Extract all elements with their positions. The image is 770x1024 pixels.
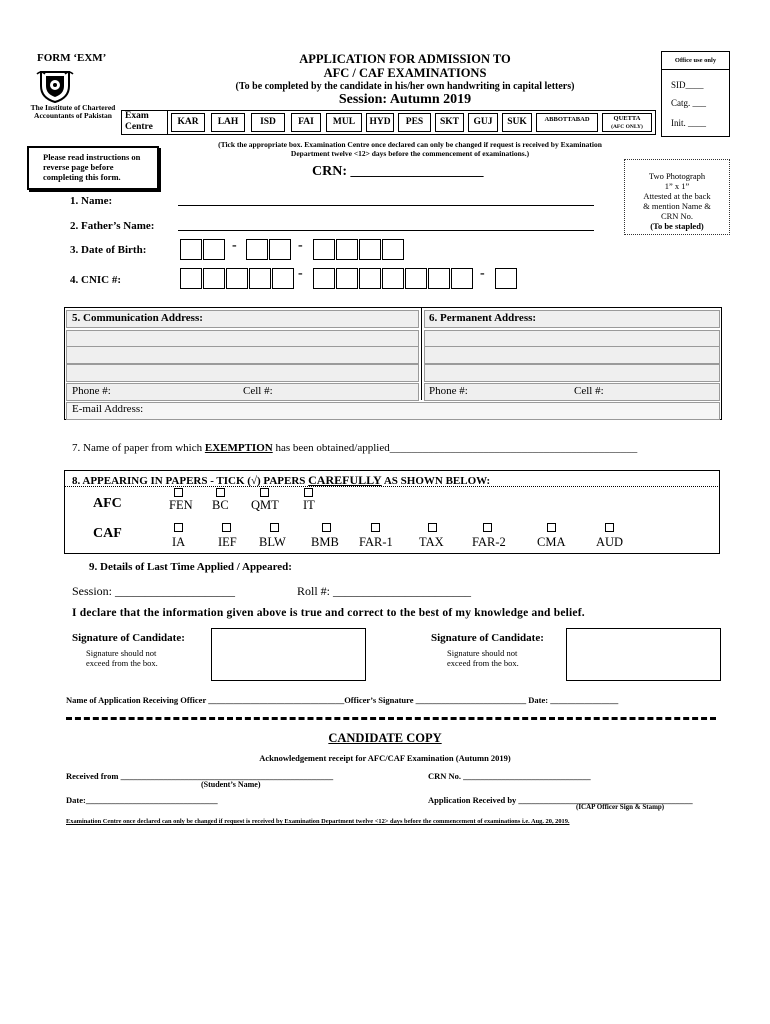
dob-cell[interactable] xyxy=(382,239,404,260)
afc-fen-label: FEN xyxy=(169,498,193,512)
centre-quetta-note: (AFC ONLY) xyxy=(611,124,643,130)
caf-far1-label: FAR-1 xyxy=(359,535,393,549)
centre-abbottabad[interactable]: ABBOTTABAD xyxy=(536,113,598,132)
centre-mul[interactable]: MUL xyxy=(326,113,362,132)
signature-box-1[interactable] xyxy=(211,628,366,681)
centre-guj[interactable]: GUJ xyxy=(468,113,498,132)
address-divider xyxy=(421,307,422,400)
candidate-copy-title: CANDIDATE COPY xyxy=(328,731,442,745)
exemption-line[interactable] xyxy=(72,442,637,454)
perm-address-row[interactable] xyxy=(424,364,720,382)
centre-pes[interactable]: PES xyxy=(398,113,431,132)
instructions-box xyxy=(27,146,159,190)
centre-fai[interactable]: FAI xyxy=(291,113,321,132)
cnic-cell[interactable] xyxy=(336,268,358,289)
cnic-cell[interactable] xyxy=(495,268,517,289)
caf-far1-checkbox[interactable] xyxy=(371,523,380,532)
cnic-dash: - xyxy=(480,266,485,281)
centre-skt[interactable]: SKT xyxy=(435,113,464,132)
cnic-cell[interactable] xyxy=(382,268,404,289)
afc-it-label: IT xyxy=(303,498,315,512)
afc-it-checkbox[interactable] xyxy=(304,488,313,497)
photo-box xyxy=(624,159,730,235)
cut-line xyxy=(66,717,716,720)
instructions-text: Please read instructions on reverse page before completing this form. xyxy=(43,152,141,182)
cnic-cell[interactable] xyxy=(180,268,202,289)
office-use-box xyxy=(661,51,730,137)
caf-bmb-label: BMB xyxy=(311,535,339,549)
caf-blw-label: BLW xyxy=(259,535,286,549)
office-catg: Catg. ___ xyxy=(671,98,706,108)
comm-address-title: 5. Communication Address: xyxy=(72,312,203,324)
photo-line3: Attested at the back xyxy=(643,191,711,201)
cnic-cell[interactable] xyxy=(313,268,335,289)
father-name-label: 2. Father’s Name: xyxy=(70,220,155,232)
dob-cell[interactable] xyxy=(336,239,358,260)
caf-bmb-checkbox[interactable] xyxy=(322,523,331,532)
exemption-prefix: 7. Name of paper from which xyxy=(72,442,205,454)
cnic-cell[interactable] xyxy=(451,268,473,289)
institute-name: The Institute of Chartered Accountants of Pakistan xyxy=(30,103,116,120)
caf-blw-checkbox[interactable] xyxy=(270,523,279,532)
declaration: I declare that the information given above is true and correct to the best of my knowledge and belief. xyxy=(72,607,585,619)
centre-hyd[interactable]: HYD xyxy=(366,113,394,132)
cnic-label: 4. CNIC #: xyxy=(70,274,122,286)
exam-centre-label-box xyxy=(121,110,168,135)
papers-title: 8. APPEARING IN PAPERS - TICK (√) PAPERS CAREFULLY AS SHOWN BELOW: xyxy=(72,473,491,487)
afc-qmt-label: QMT xyxy=(251,498,279,512)
comm-address-row[interactable] xyxy=(66,346,419,364)
icap-sign-caption: (ICAP Officer Sign & Stamp) xyxy=(576,803,665,811)
caf-far2-checkbox[interactable] xyxy=(483,523,492,532)
footer-note: Examination Centre once declared can only be changed if request is received by Examination Department twelve <12> days before the commencement of examinations i.e. Aug. 20, 2019. xyxy=(66,818,570,825)
caf-ief-label: IEF xyxy=(218,535,237,549)
form-title-line2: AFC / CAF EXAMINATIONS xyxy=(323,66,487,80)
students-name-caption: (Student’s Name) xyxy=(201,780,261,789)
comm-address-row[interactable] xyxy=(66,364,419,382)
cnic-cell[interactable] xyxy=(359,268,381,289)
afc-qmt-checkbox[interactable] xyxy=(260,488,269,497)
cnic-cell[interactable] xyxy=(428,268,450,289)
cnic-cell[interactable] xyxy=(405,268,427,289)
centre-quetta[interactable] xyxy=(602,113,652,132)
afc-label: AFC xyxy=(93,496,122,511)
centre-kar[interactable]: KAR xyxy=(171,113,205,132)
cnic-cell[interactable] xyxy=(203,268,225,289)
crn-field[interactable]: CRN: ___________________ xyxy=(312,164,484,179)
perm-address-row[interactable] xyxy=(424,346,720,364)
received-from-field[interactable]: Received from __________________________________________________ xyxy=(66,771,334,781)
dob-cell[interactable] xyxy=(203,239,225,260)
exam-centre-label: Exam Centre xyxy=(125,111,153,132)
perm-cell-label: Cell #: xyxy=(574,385,604,397)
comm-phone-label: Phone #: xyxy=(72,385,111,397)
form-subtitle: (To be completed by the candidate in his/her own handwriting in capital letters) xyxy=(235,81,575,92)
cnic-dash: - xyxy=(298,266,303,281)
exemption-suffix: has been obtained/applied_____________________________________________ xyxy=(272,442,638,454)
caf-tax-checkbox[interactable] xyxy=(428,523,437,532)
icap-logo xyxy=(35,68,75,104)
date-field[interactable]: Date:_______________________________ xyxy=(66,795,218,805)
caf-cma-label: CMA xyxy=(537,535,566,549)
dob-dash: - xyxy=(232,238,237,253)
form-code: FORM ‘EXM’ xyxy=(37,52,107,64)
signature-box-2[interactable] xyxy=(566,628,721,681)
dob-cell[interactable] xyxy=(246,239,268,260)
caf-tax-label: TAX xyxy=(419,535,444,549)
photo-line1: Two Photograph xyxy=(648,171,706,181)
dob-label: 3. Date of Birth: xyxy=(70,244,147,256)
caf-aud-checkbox[interactable] xyxy=(605,523,614,532)
form-title: APPLICATION FOR ADMISSION TO xyxy=(299,52,511,66)
signature-note-2: Signature should not exceed from the box. xyxy=(447,648,519,668)
photo-line5: CRN No. xyxy=(660,211,694,221)
exemption-keyword: EXEMPTION xyxy=(204,442,273,454)
dob-dash: - xyxy=(298,238,303,253)
photo-line4: & mention Name & xyxy=(643,201,711,211)
last-session-field[interactable]: Session: ____________________ xyxy=(72,584,236,598)
email-label: E-mail Address: xyxy=(72,403,144,415)
caf-ief-checkbox[interactable] xyxy=(222,523,231,532)
perm-phone-label: Phone #: xyxy=(429,385,468,397)
comm-cell-label: Cell #: xyxy=(243,385,273,397)
crn-no-field[interactable]: CRN No. ______________________________ xyxy=(428,771,591,781)
signature-label-1: Signature of Candidate: xyxy=(72,632,185,644)
name-input-line[interactable] xyxy=(178,205,594,206)
cnic-cell[interactable] xyxy=(249,268,271,289)
father-name-input-line[interactable] xyxy=(178,230,594,231)
caf-far2-label: FAR-2 xyxy=(472,535,506,549)
session-title: Session: Autumn 2019 xyxy=(338,92,472,107)
centre-isd[interactable]: ISD xyxy=(251,113,285,132)
application-received-field[interactable]: Application Received by _________________________________________ xyxy=(428,795,693,805)
centre-suk[interactable]: SUK xyxy=(502,113,532,132)
caf-cma-checkbox[interactable] xyxy=(547,523,556,532)
cnic-cell[interactable] xyxy=(226,268,248,289)
last-applied-title: 9. Details of Last Time Applied / Appeared: xyxy=(89,561,292,573)
caf-label: CAF xyxy=(93,526,122,541)
ack-text: Acknowledgement receipt for AFC/CAF Examination (Autumn 2019) xyxy=(259,753,511,763)
papers-keyword: CAREFULLY xyxy=(308,473,382,487)
email-row[interactable] xyxy=(66,402,720,420)
afc-bc-label: BC xyxy=(212,498,229,512)
dob-cell[interactable] xyxy=(359,239,381,260)
office-sid: SID____ xyxy=(671,80,704,90)
dob-cell[interactable] xyxy=(180,239,202,260)
officer-line[interactable]: Name of Application Receiving Officer ________________________________Officer’s Signature __________________________ Date: ________________ xyxy=(66,695,619,705)
last-roll-field[interactable]: Roll #: _______________________ xyxy=(297,584,472,598)
afc-fen-checkbox[interactable] xyxy=(174,488,183,497)
signature-note-1: Signature should not exceed from the box. xyxy=(86,648,158,668)
centre-quetta-label: QUETTA xyxy=(613,115,641,122)
perm-phone-row[interactable] xyxy=(424,383,720,401)
afc-bc-checkbox[interactable] xyxy=(216,488,225,497)
caf-aud-label: AUD xyxy=(596,535,624,549)
caf-ia-label: IA xyxy=(172,535,186,549)
office-init: Init. ____ xyxy=(671,118,706,128)
dob-cell[interactable] xyxy=(269,239,291,260)
office-use-title: Office use only xyxy=(662,52,729,70)
signature-label-2: Signature of Candidate: xyxy=(431,632,544,644)
perm-address-title: 6. Permanent Address: xyxy=(429,312,537,324)
photo-line2: 1” x 1” xyxy=(664,181,690,191)
centre-lah[interactable]: LAH xyxy=(211,113,245,132)
name-label: 1. Name: xyxy=(70,195,113,207)
exam-centre-note: (Tick the appropriate box. Examination Centre once declared can only be changed if request is received by Examination Department twelve <12> days before the commencement of examinations.) xyxy=(218,140,602,158)
dob-cell[interactable] xyxy=(313,239,335,260)
caf-ia-checkbox[interactable] xyxy=(174,523,183,532)
photo-line6: (To be stapled) xyxy=(650,221,704,231)
cnic-cell[interactable] xyxy=(272,268,294,289)
